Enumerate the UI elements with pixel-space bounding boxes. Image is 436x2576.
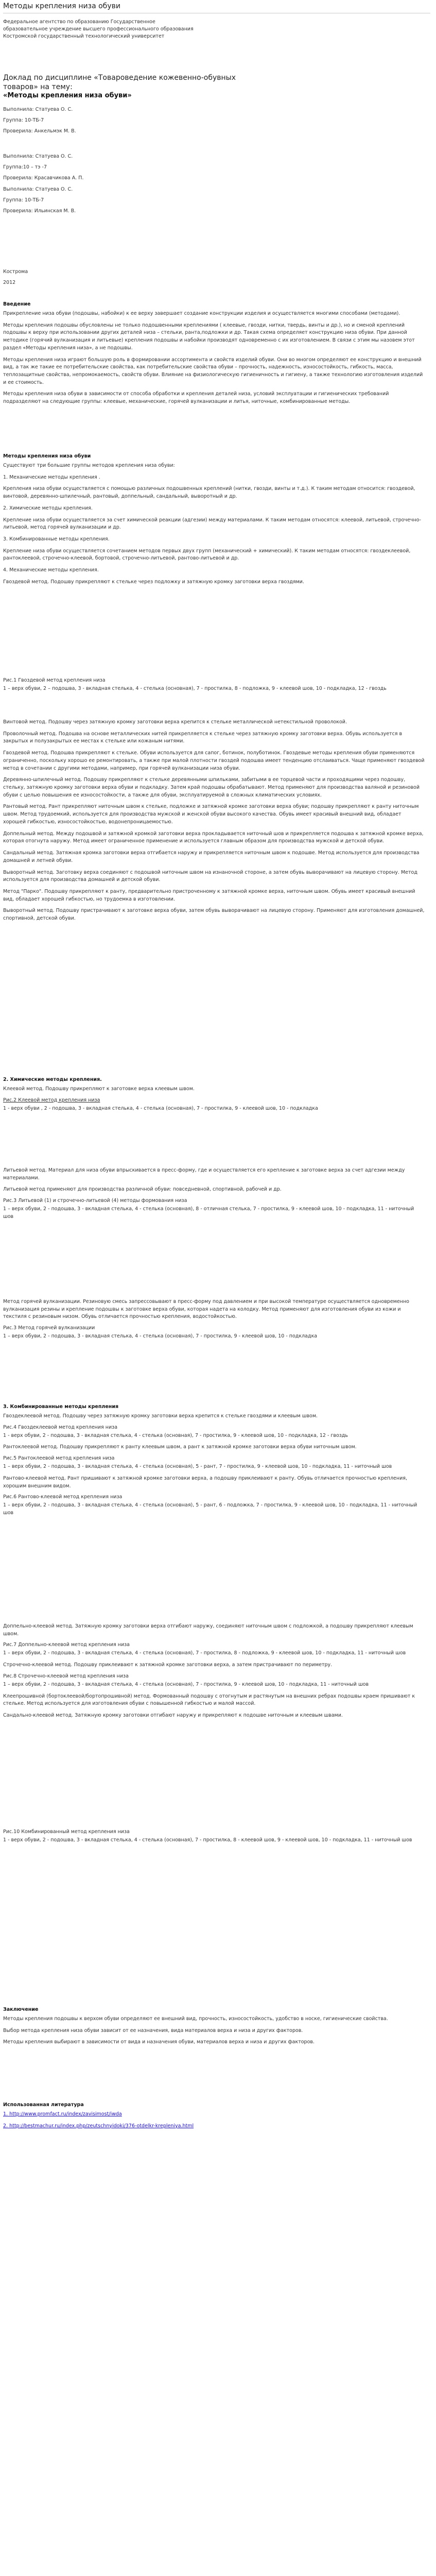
method-paragraph: Метод "Парко". Подошву прикрепляют к ранту, предварительно пристроченному к затяжной кромке верха, ниточным швом. Обувь имеет красивый внешний вид, обладает хорошей гибкостью, но трудоемка в изготовлении.	[3, 888, 415, 902]
methods-continued	[3, 719, 425, 927]
figure-caption: Рис.1 Гвоздевой метод крепления низа	[3, 677, 106, 683]
meta-block-2	[3, 152, 425, 218]
meta-line: Выполнила: Статуева О. С.	[3, 107, 73, 112]
method-paragraph: Сандальный метод. Затяжная кромка заготовки верха отгибается наружу и прикрепляется ниточным швом к подошве. Метод используется для производства домашней и летней обуви.	[3, 850, 420, 863]
conclusion-section	[3, 2007, 425, 2050]
place: Кострома	[3, 269, 28, 275]
methods-paragraph: 1. Механические методы крепления .	[3, 474, 100, 480]
combined-section-2	[3, 1623, 425, 1724]
intro-paragraph: Методы крепления низа играют большую роль в формировании ассортимента и свойств изделий обуви. Они во многом определяют ее конструкцию и внешний вид, а так же такие ее потребительские свойства, как потребительские свойства обуви – прочность, надежность, износостойкость, гибкость, масса, теплозащитные свойства, непромокаемость, свойств обуви. Влияние на физиологическую гигиеничность и гигиену, а также технологию изготовления изделий и ее стоимость.	[3, 357, 423, 385]
figure-caption: Рис.7 Доппельно-клеевой метод крепления низа	[3, 1642, 130, 1648]
conclusion-paragraph: Методы крепления подошвы к верхом обуви определяют ее внешний вид, прочность, износостойкость, удобство в носке, гигиенические свойства.	[3, 2016, 388, 2022]
meta-line: Проверила: Анкельмэк М. В.	[3, 128, 76, 134]
figure-legend: 1 – верх обуви, 2 - подошва, 3 - вкладная стелька, 4 - стелька (основная), 7 - простилка, 9 - клеевой шов, 10 - подкладка	[3, 1333, 318, 1340]
figure-1	[3, 677, 425, 697]
figure-caption: Рис.2 Клеевой метод крепления низа	[3, 1097, 100, 1103]
method-paragraph: Выворотный метод. Подошву пристрачивают к заготовке верха обуви, затем обувь выворачивают на лицевую сторону. Применяют для изготовления домашней, спортивной, детской обуви.	[3, 908, 425, 922]
glue-paragraph: Клеевой метод. Подошву прикрепляют к заготовке верха клеевым швом.	[3, 1086, 195, 1092]
figure-caption: Рис.10 Комбинированный метод крепления низа	[3, 1829, 130, 1835]
hot-vulcanization-section	[3, 1298, 425, 1345]
methods-heading: Методы крепления низа обуви	[3, 453, 91, 459]
methods-paragraph: Гвоздевой метод. Подошву прикрепляют к стельке через подложку и затяжную кромку заготовки верха гвоздями.	[3, 579, 304, 585]
ministry-line: Федеральное агентство по образованию Государственное	[3, 19, 155, 25]
intro-section	[3, 301, 425, 410]
combined-paragraph: Рантово-клеевой метод. Рант пришивают к затяжной кромке заготовки верха, а подошву приклеивают к ранту. Обувь отличается прочностью крепления, хорошим внешним видом.	[3, 1475, 407, 1489]
conclusion-heading: Заключение	[3, 2007, 39, 2012]
methods-paragraph: 3. Комбинированные методы крепления.	[3, 536, 110, 543]
figure-legend: 1 – верх обуви, 2 – подошва, 3 - вкладная стелька, 4 - стелька (основная), 7 - простилка, 8 - подложка, 9 - клеевой шов, 10 - подкладка, 12 - гвоздь	[3, 686, 387, 691]
meta-line: Проверила: Ильинская М. В.	[3, 208, 76, 214]
methods-paragraph: Крепления низа обуви осуществляется с помощью различных подошвенных креплений (нитки, гвозди, винты и т.д.). К таким методам относится: гвоздевой, винтовой, деревянно-шпилечный, рантовый, доппельный, сандальный, выворотный и др.	[3, 486, 415, 500]
figure-legend: 1 – верх обуви, 2 - подошва, 3 - вкладная стелька, 4 - стелька (основная), 7 - простилка, 9 - клеевой шов, 10 - подкладка, 11 - ниточный шов	[3, 1681, 369, 1687]
cast-paragraph: Литьевой метод. Материал для низа обуви впрыскивается в пресс-форму, где и осуществляется его крепление к заготовке верха за счет адгезии между материалами.	[3, 1167, 405, 1181]
method-paragraph: Доппельный метод. Между подошвой и затяжной кромкой заготовки верха прокладывается ниточный шов и прикрепляется подошва к затяжной кромке верха, которая отогнута наружу. Метод имеет ограниченное применение и используется главным образом для производства мужской и детской обуви.	[3, 831, 424, 844]
report-subject: «Методы крепления низа обуви»	[3, 92, 132, 100]
place-year-block	[3, 268, 425, 290]
bibliography-section	[3, 2102, 425, 2134]
year: 2012	[3, 280, 16, 286]
institution-line: образовательное учреждение высшего профессионального образования	[3, 26, 194, 32]
methods-paragraph: Крепление низа обуви осуществляется за счет химической реакции (адгезии) между материалами. К таким методам относятся: клеевой, литьевой, строчечно-литьевой, метод горячей вулканизации и др.	[3, 517, 421, 531]
bibliography-heading: Использованная литература	[3, 2102, 84, 2108]
combined-paragraph: Доппельно-клеевой метод. Затяжную кромку заготовки верха отгибают наружу, соединяют ниточным швом с подложкой, а подошву прикрепляют клеевым швом.	[3, 1623, 413, 1637]
figure-legend: 1 – верх обуви, 2 - подошва, 3 - вкладная стелька, 4 - стелька (основная), 8 - отличная стелька, 7 - простилка, 9 - клеевой шов, 10 - подкладка, 11 - ниточный шов	[3, 1206, 414, 1219]
figure-legend: 1 – верх обуви, 2 - подошва, 3 - вкладная стелька, 4 - стелька (основная), 5 - рант, 6 - подложка, 7 - простилка, 9 - клеевой шов, 10 - подкладка, 11 - ниточный шов	[3, 1502, 417, 1516]
figure-caption: Рис.5 Рантоклеевой метод крепления низа	[3, 1455, 115, 1462]
meta-line: Выполнила: Статуева О. С.	[3, 186, 73, 192]
figure-caption: Рис.6 Рантово-клеевой метод крепления низа	[3, 1494, 123, 1500]
figure-legend: 1 - верх обуви, 2 - подошва, 3 - вкладная стелька, 4 - стелька (основная), 7 - простилка, 8 - клеевой шов, 9 - клеевой шов, 10 - подкладка, 11 - ниточный шов	[3, 1837, 412, 1843]
intro-heading: Введение	[3, 301, 31, 307]
intro-paragraph: Прикрепление низа обуви (подошвы, набойки) к ее верху завершает создание конструкции изделия и осуществляется многими способами (методами).	[3, 311, 400, 316]
meta-line: Группа:10 – тэ -7	[3, 164, 47, 171]
combined-paragraph: Гвоздеклеевой метод. Подошву через затяжную кромку заготовки верха крепится к стельке гвоздями и клеевым швом.	[3, 1413, 318, 1419]
hotvulc-paragraph: Метод горячей вулканизации. Резиновую смесь запрессовывают в пресс-форму под давлением и при высокой температуре осуществляется одновременно вулканизация резины и крепление подошвы к заготовке верха обуви, которая надета на колодку. Метод применяют для изготовления обуви из кожи и текстиля с резиновым низом. Обувь отличается прочностью крепления, водостойкостью.	[3, 1299, 409, 1320]
method-paragraph: Проволочный метод. Подошва на основе металлических нитей прикрепляется к стельке через затяжную кромку заготовки верха. Обувь используется в закрытых и полузакрытых ее местах к стельке или кожаным нитями.	[3, 731, 403, 744]
meta-line: Выполнила: Статуева О. С.	[3, 154, 73, 159]
figure-caption: Рис.4 Гвоздеклеевой метод крепления низа	[3, 1424, 118, 1430]
figure-legend: 1 - верх обуви, 2 - подошва, 3 - вкладная стелька, 4 - стелька (основная), 7 - простилка, 9 - клеевой шов, 10 - подкладка, 12 - гвоздь	[3, 1432, 348, 1438]
figure-caption: Рис.8 Строчечно-клеевой метод крепления низа	[3, 1673, 129, 1679]
methods-paragraph: Существуют три большие группы методов крепления низа обуви:	[3, 463, 175, 468]
chemical-heading: 2. Химические методы крепления.	[3, 1077, 102, 1082]
meta-line: Проверила: Красавчикова А. П.	[3, 175, 84, 181]
bibliography-link[interactable]: 1. http://www.promfact.ru/index/zavisimost/iwda	[3, 2111, 122, 2117]
combined-heading: 3. Комбинированные методы крепления	[3, 1404, 119, 1410]
university-line: Костромской государственный технологический университет	[3, 33, 165, 40]
figure-caption: Рис.3 Метод горячей вулканизации	[3, 1325, 95, 1331]
page-title: Методы крепления низа обуви	[3, 2, 430, 13]
conclusion-paragraph: Методы крепления выбирают в зависимости от вида и назначения обуви, материалов верха и низа и других факторов.	[3, 2039, 315, 2045]
methods-section	[3, 453, 425, 590]
intro-paragraph: Методы крепления подошвы обусловлены не только подошвенными креплениями ( клеевые, гвозди, нитки, твердь, винты и др.), но и сменой креплений подошвы к верху при использовании других деталей низа – стельки, ранта,подложки и др. Такая схема определяет конструкцию низа обуви. При данной методике (горячий вулканизация и литьевые) крепления подошвы и набойки производят одновременно с их изготовлением. В связи с этим мы назовем этот раздел «Методы крепления низа», а не подошвы.	[3, 322, 415, 351]
conclusion-paragraph: Выбор метода крепления низа обуви зависит от ее назначения, вида материалов верха и низа и других факторов.	[3, 2027, 303, 2033]
method-paragraph: Гвоздевой метод. Подошва прикрепляют к стельке. Обуви используется для сапог, ботинок, полуботинок. Гвоздевые методы крепления обуви применяются ограниченно, поскольку хорошо ее ремонтировать, а также при малой плотности гвоздей подошва имеет тенденцию отслаиваться. Чаще применяют гвоздевой метод в сочетании с другими методами, например, при горячей вулканизации низа обуви.	[3, 750, 425, 771]
combined-paragraph: Сандально-клеевой метод. Затяжную кромку заготовки отгибают наружу и прикрепляют к подошве ниточным и клеевым швами.	[3, 1713, 343, 1719]
figure-legend: 1 - верх обуви , 2 - подошва, 3 - вкладная стелька, 4 - стелька (основная), 7 - простилка, 9 - клеевой шов, 10 - подкладка	[3, 1105, 318, 1111]
figure-caption: Рис.3 Литьевой (1) и строчечно-литьевой (4) методы формования низа	[3, 1198, 187, 1204]
method-paragraph: Рантовый метод. Рант прикрепляют ниточным швом к стельке, подложке и затяжной кромке заготовки верха обуви; подошву прикрепляют к ранту ниточным швом. Метод трудоемкий, используется для производства мужской и женской обуви высокого качества. Обувь имеет красивый внешний вид, обладает хорошей гибкостью, износостойкостью, водонепроницаемостью.	[3, 804, 419, 825]
figure-legend: 1 – верх обуви, 2 - подошва, 3 - вкладная стелька, 4 - стелька (основная), 5 - рант, 7 - простилка, 9 - клеевой шов, 10 - подкладка, 11 - ниточный шов	[3, 1464, 392, 1470]
methods-paragraph: 4. Механические методы крепления.	[3, 567, 99, 573]
method-paragraph: Выворотный метод. Заготовку верха соединяют с подошвой ниточным швом на изнаночной стороне, а затем обувь выворачивают на лицевую сторону. Метод используется для производства домашней и детской обуви.	[3, 869, 417, 883]
report-block	[3, 73, 425, 100]
bibliography-link[interactable]: 2. http://bestmachur.ru/index.php/zeutschnyidoki/376-otdelkr-krepleniya.html	[3, 2123, 194, 2129]
meta-line: Группа: 10-ТБ-7	[3, 117, 44, 124]
intro-paragraph: Методы крепления низа обуви в зависимости от способа обработки и крепления деталей низа, условий эксплуатации и гигиенических требований подразделяют на следующие группы: клеевые, механические, горячей вулканизации и литья, ниточные, комбинированные методы.	[3, 391, 389, 405]
chemical-section	[3, 1077, 425, 1116]
cast-section	[3, 1167, 425, 1225]
combined-paragraph: Рантоклеевой метод. Подошву прикрепляют к ранту клеевым швом, а рант к затяжной кромке заготовки верха обуви ниточным швом.	[3, 1444, 357, 1450]
methods-paragraph: 2. Химические методы крепления.	[3, 505, 93, 511]
figure-legend: 1 – верх обуви, 2 - подошва, 3 - вкладная стелька, 4 - стелька (основная), 7 - простилка, 8 - подложка, 9 - клеевой шов, 10 - подкладка, 11 - ниточный шов	[3, 1650, 406, 1656]
combined-paragraph: Клеепрошивной (бортоклеевой/бортопрошивной) метод. Формованный подошву с отогнутым и растянутым на внешних ребрах подошвы краем пришивают к стельке. Метод используется для изготовления обуви с повышенной гибкостью и малой массой.	[3, 1693, 415, 1707]
combined-paragraph: Строчечно-клеевой метод. Подошву приклеивают к затяжной кромке заготовки верха, а затем пристрачивают по периметру.	[3, 1662, 333, 1668]
figure-10	[3, 1829, 425, 1849]
method-paragraph: Деревянно-шпилечный метод. Подошву прикрепляют к стельке деревянными шпильками, забитыми в ее торцевой части и проходящими через подошву, стельку, затяжную кромку заготовки верха обуви и подкладку. Затем край подошвы обрабатывают. Метод применяют для производства валяной и резиновой обуви с целью повышения ее износостойкости, а также для обуви, эксплуатируемой в сложных климатических условиях.	[3, 777, 420, 798]
meta-block-1	[3, 106, 425, 139]
report-title-line: Доклад по дисциплине «Товароведение кожевенно-обувных	[3, 74, 236, 82]
methods-paragraph: Крепление низа обуви осуществляется сочетанием методов первых двух групп (механический + химический). К таким методам относятся: гвоздеклеевой, рантоклеевой, строчечно-клеевой, бортовой, строчечно-литьевой, рантово-литьевой и др.	[3, 548, 411, 562]
method-paragraph: Винтовой метод. Подошву через затяжную кромку заготовки верха крепится к стельке металлической нетекстильной проволокой.	[3, 719, 347, 725]
header-block	[3, 2, 430, 41]
meta-line: Группа: 10-ТБ-7	[3, 197, 44, 203]
report-title-line-2: товаров» на тему:	[3, 83, 73, 92]
combined-section	[3, 1404, 425, 1521]
cast-paragraph: Литьевой метод применяют для производства различной обуви: повседневной, спортивной, рабочей и др.	[3, 1187, 282, 1193]
